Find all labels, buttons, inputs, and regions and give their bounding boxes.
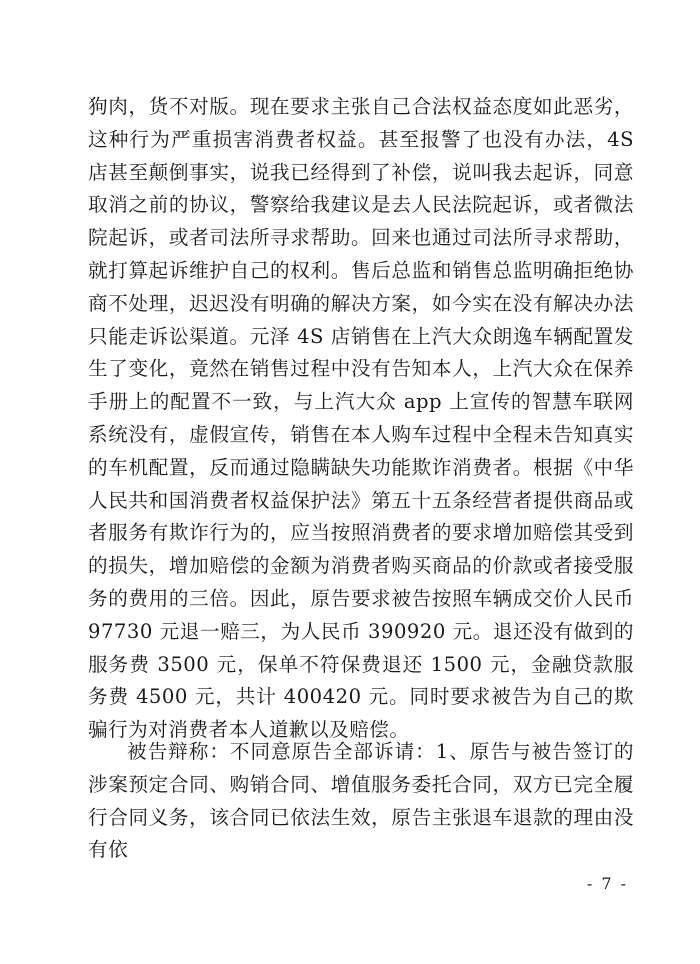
paragraph-plaintiff-claims: 狗肉，货不对版。现在要求主张自己合法权益态度如此恶劣，这种行为严重损害消费者权益。甚至报警了也没有办法，4S店甚至颠倒事实，说我已经得到了补偿，说叫我去起诉，同意取消之前的协议，警察给我建议是去人民法院起诉，或者微法院起诉，或者司法所寻求帮助。回来也通过司法所寻求帮助，就打算起诉维护自己的权利。售后总监和销售总监明确拒绝协商不处理，迟迟没有明确的解决方案，如今实在没有解决办法只能走诉讼渠道。元泽 4S 店销售在上汽大众朗逸车辆配置发生了变化，竟然在销售过程中没有告知本人，上汽大众在保养手册上的配置不一致，与上汽大众 app 上宣传的智慧车联网系统没有，虚假宣传，销售在本人购车过程中全程未告知真实的车机配置，反而通过隐瞒缺失功能欺诈消费者。根据《中华人民共和国消费者权益保护法》第五十五条经营者提供商品或者服务有欺诈行为的，应当按照消费者的要求增加赔偿其受到的损失，增加赔偿的金额为消费者购买商品的价款或者接受服务的费用的三倍。因此，原告要求被告按照车辆成交价人民币 97730 元退一赔三，为人民币 390920 元。退还没有做到的服务费 3500 元，保单不符保费退还 1500 元，金融贷款服务费 4500 元，共计 400420 元。同时要求被告为自己的欺骗行为对消费者本人道歉以及赔偿。 [88,95,634,742]
page-number: - 7 - [586,874,628,893]
paragraph-defendant-defense: 被告辩称：不同意原告全部诉请：1、原告与被告签订的涉案预定合同、购销合同、增值服务委托合同，双方已完全履行合同义务，该合同已依法生效，原告主张退车退款的理由没有依 [88,740,634,862]
